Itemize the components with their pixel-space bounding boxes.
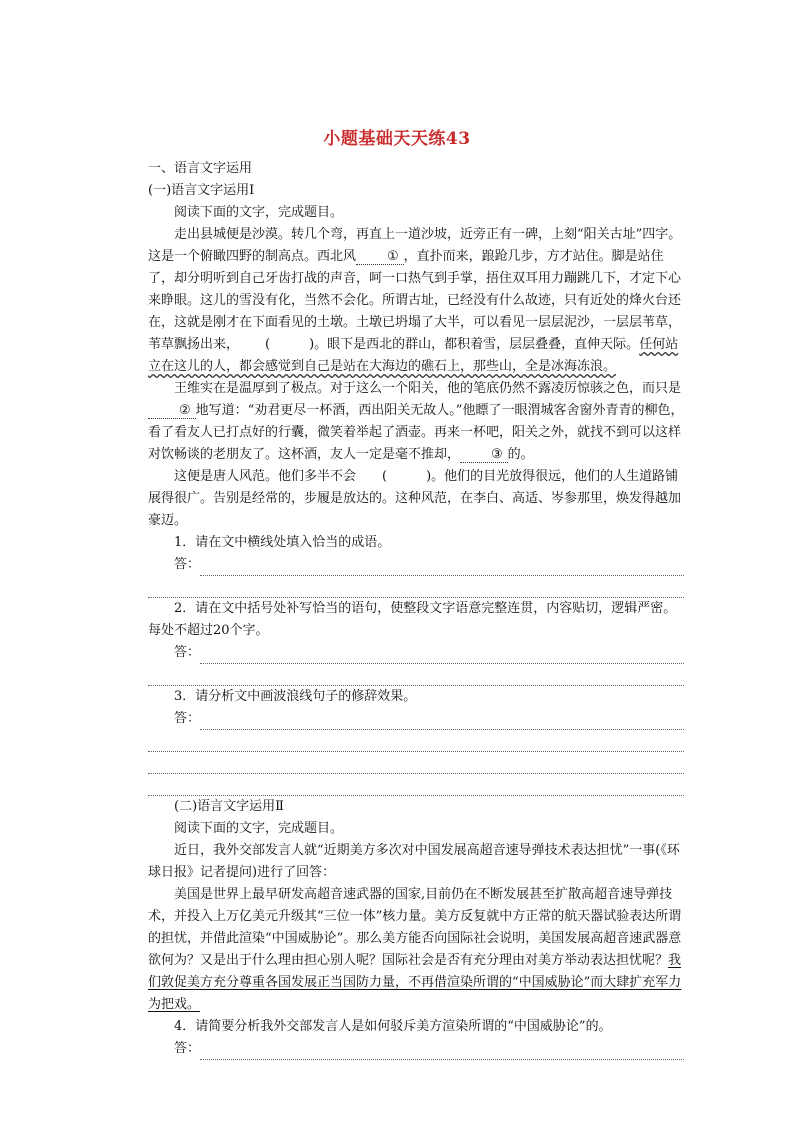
question-3: 3．请分析文中画波浪线句子的修辞效果。: [174, 689, 417, 704]
section-heading: 一、语言文字运用: [148, 161, 253, 176]
passage2-paragraph-2: 美国是世界上最早研发高超音速武器的国家,目前仍在不断发展甚至扩散高超音速导弹技术，并投入上万亿美元升级其“三位一体”核力量。美方反复就中方正常的航天器试验表达所谓的担忧，并借此渲染“中国威胁论”。那么美方能否向国际社会说明，美国发展高超音速武器意欲何为？又是出于什么理由担心别人呢？国际社会是否有充分理由对美方举动表达担忧呢？我们敦促美方充分尊重各国发展正当国防力量，不再借渲染所谓的“中国威胁论”而大肆扩充军力为把戏。: [148, 887, 682, 1012]
paren-blank-2: ( ): [382, 469, 432, 484]
instruction-2: 阅读下面的文字，完成题目。: [174, 821, 344, 836]
wavy-sentence: 任何站立在这儿的人，都会感觉到自己是站在大海边的礁石上，那些山，全是冰海冻浪。: [148, 337, 679, 374]
instruction-1: 阅读下面的文字，完成题目。: [174, 205, 344, 220]
answer-line-q2[interactable]: [148, 642, 684, 664]
fill-blank-3: ③: [460, 447, 508, 463]
answer-line-q1[interactable]: [148, 554, 684, 576]
passage1-paragraph-3: 这便是唐人风范。他们多半不会 ( )。他们的目光放得很远，他们的人生道路铺展得很广。告别是经常的，步履是放达的。这种风范，在李白、高适、岑参那里，焕发得越加豪迈。: [148, 466, 684, 532]
answer-label: 答：: [174, 711, 201, 726]
answer-label: 答：: [174, 645, 201, 660]
passage1-paragraph-2: 王维实在是温厚到了极点。对于这么一个阳关，他的笔底仍然不露凌厉惊骇之色，而只是② 地写道：“劝君更尽一杯酒，西出阳关无故人。”他瞟了一眼渭城客舍窗外青青的柳色，看了看友人已打点好的行囊，微笑着举起了酒壶。再来一杯吧，阳关之外，就找不到可以这样对饮畅谈的老朋友了。这杯酒，友人一定是毫不推却， ③ 的。: [148, 381, 684, 462]
document-body: [148, 158, 684, 1060]
passage1-paragraph-1: 走出县城便是沙漠。转几个弯，再直上一道沙坡，近旁正有一碑，上刻“阳关古址”四字。这是一个俯瞰四野的制高点。西北风 ① ，直扑而来，踉跄几步，方才站住。脚是站住了，却分明听到自己牙齿打战的声音，呵一口热气到手掌，捂住双耳用力蹦跳几下，才定下心来睁眼。这儿的雪没有化，当然不会化。所谓古址，已经没有什么故迹，只有近处的烽火台还在，这就是刚才在下面看见的土墩。土墩已坍塌了大半，可以看见一层层泥沙，一层层苇草，苇草飘扬出来， ( )。眼下是西北的群山，都积着雪，层层叠叠，直伸天际。任何站立在这儿的人，都会感觉到自己是站在大海边的礁石上，那些山，全是冰海冻浪。: [148, 227, 682, 374]
paren-blank-1: ( ): [265, 337, 315, 352]
fill-blank-1: ①: [356, 249, 404, 265]
question-1: 1．请在文中横线处填入恰当的成语。: [174, 535, 391, 550]
part-heading-1: (一)语言文字运用Ⅰ: [148, 183, 255, 198]
answer-line-q3[interactable]: [148, 708, 684, 730]
answer-label: 答：: [174, 557, 201, 572]
underlined-sentence: 我们敦促美方充分尊重各国发展正当国防力量，不再借渲染所谓的“中国威胁论”而大肆扩充军力为把戏。: [148, 953, 682, 1012]
page-title: 小题基础天天练43: [323, 129, 471, 149]
answer-label: 答：: [174, 1041, 201, 1056]
passage2-paragraph-1: 近日，我外交部发言人就“近期美方多次对中国发展高超音速导弹技术表达担忧”一事(《环球日报》记者提问)进行了回答：: [148, 843, 680, 880]
fill-blank-2: ②: [148, 403, 196, 419]
answer-line-q2-2[interactable]: [148, 664, 684, 686]
part-heading-2: (二)语言文字运用Ⅱ: [174, 799, 284, 814]
answer-line-q3-4[interactable]: [148, 774, 684, 796]
answer-line-q3-2[interactable]: [148, 730, 684, 752]
question-2: 2．请在文中括号处补写恰当的语句，使整段文字语意完整连贯，内容贴切，逻辑严密。每处不超过20个字。: [148, 601, 677, 638]
answer-line-q4[interactable]: [148, 1038, 684, 1060]
answer-line-q1-2[interactable]: [148, 576, 684, 598]
answer-line-q3-3[interactable]: [148, 752, 684, 774]
question-4: 4．请简要分析我外交部发言人是如何驳斥美方渲染所谓的“中国威胁论”的。: [174, 1019, 612, 1034]
